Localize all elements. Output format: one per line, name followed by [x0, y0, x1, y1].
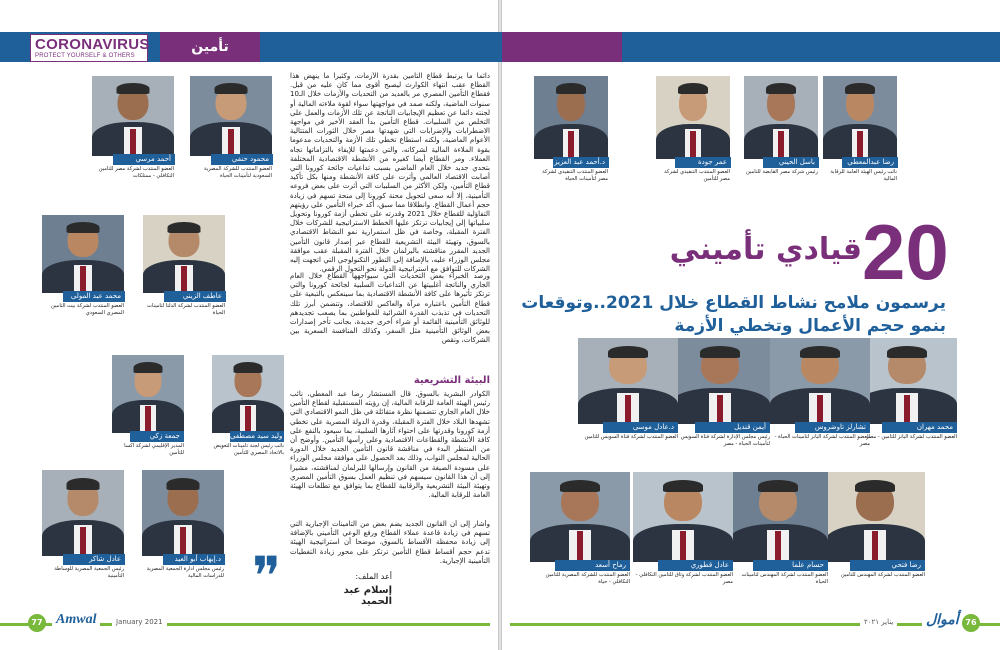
person-caption: رئيس مجلس الإدارة لشركة قناة السويس لتأمينات الحياة - مصر: [680, 434, 770, 447]
article-column-1: دائما ما يرتبط قطاع التأمين بقدرة الأزمات، وكثيرا ما ينهض هذا القطاع عقب انتهاء الكوارث ليصبح أقوى مما كان عليه من قبل. فقطاع التأمين المصري مر بالعديد من التحديات والأزمات خلال الـ10 سنوات الماضية، ولكنه صمد في مواجهتها سواء لقوة ملاءته المالية أو لجنته دائما عن تعظيم الإيجابيات الناتجة عن تلك الأزمات والعمل على التخلص من السلبيات. قطاع التأمين بدأ العقد الأخير في مواجهة الاضطرابات والإضرابات التي شهدتها مصر خلال الثورات المتتالية الأعوام الماضية، ولكنه استطاع تخطي تلك الأزمة والتحديات مدعوما بقوة الملاءة المالية لشركاته، والتي دعمتها للإيفاء بالتزاماتها تجاه العملاء. ومر القطاع أيضا كغيره من الأنشطة الاقتصادية المختلفة بتحدي جديد خلال العام الماضي بسبب تداعيات جائحة كورونا التي أصابت الاقتصاد العالمي وأثرت على كافة الأنشطة ومنها بكل تأكيد قطاع التأمين، ولكن الأكثر من السلبيات التي أثرت على بعض فروعه التأمينية، إلا أنه سعى لتحويل محنة كورونا إلى منحة تسهم في زيادة حجم أعمال القطاع. وانطلاقا مما سبق، أكد خبراء التأمين على رؤيتهم التفاؤلية للقطاع خلال 2021 وقدرته على تخطي أزمة كورونا وتحويل سلبياتها إلى إيجابيات ترتكز عليها الخطط الاستراتيجية للشركات خلال الفترة المقبلة، وخاصة في ظل استمرارية نمو النشاط الاقتصادي بالسوق، وتهيئة البيئة التشريعية للقطاع عبر إصدار قانون التأمين الجديد المقرر مناقشته بالبرلمان خلال الفترة المقبلة عقب موافقة مجلس الوزراء عليه، بالإضافة إلى التطور التكنولوجي التي اتجهت إليه الشركات للتوافق مع استراتيجية الدولة نحو التحول الرقمي.: [290, 72, 490, 274]
person-name: محمد عبد المولى: [63, 291, 125, 302]
person-caption: العضو المنتدب للشركة المصرية للتأمين التكافلي - حياة: [545, 572, 630, 585]
article-column-2-continued: الكوادر البشرية بالسوق. قال المستشار رضا عبد المعطي، نائب رئيس الهيئة العامة للرقابة المالية، إن رؤيته المستقبلية لقطاع التأمين خلال العام الجاري تتضمنها نظرة متفائلة في ظل النمو الاقتصادي التي تشهدها البلاد خلال الفترة المقبلة، وقدرة الدولة المصرية على تخطي أزمة كورونا وقدرتها على احتواء آثارها السلبية، بما سيعود بالنفع على كافة الأنشطة والقطاعات الاقتصادية وعلى رأسها التأمين. وأوضح أن من المنتظر البدء في مناقشة قانون التأمين الجديد خلال الدورة الحالية لمجلس النواب، وذلك بعد الحصول على موافقة مجلس الوزراء على مسودة الصيغة من القانون وإرسالها للبرلمان لمناقشته، مشيرا إلى أن هذا القانون سيسهم في تنظيم العمل بسوق التأمين المصري وتهيئة البيئة التشريعية والرقابية للقطاع بما يتوافق مع تطلعات الهيئة العامة للرقابة المالية.: [290, 390, 490, 500]
person-caption: العضو المنتدب لشركة اليانز لتأمينات الحياة - مصر: [774, 434, 870, 447]
portrait-photo: [534, 76, 608, 159]
portrait-photo: [825, 472, 925, 562]
gutter: [498, 0, 502, 650]
footer-brand-left: Amwal: [52, 612, 100, 628]
portrait-photo: [857, 338, 957, 424]
portrait-photo: [142, 470, 224, 556]
person-name: رضا فتحي: [850, 560, 925, 571]
article-column-3: وأشار إلى أن القانون الجديد يضم بعض من التأمينات الإجبارية التي تسهم في زيادة قاعدة عملاء القطاع ورفع الوعي التأميني بالإضافة إلى زيادة محفظة الأقساط بالسوق، موضحا أن استراتيجية الهيئة تدعم حجم أقساط قطاع التأمين ترتكز على محور زيادة التغطيات التأمينية الإجبارية.: [290, 520, 490, 565]
author-label: أعد الملف:: [355, 572, 392, 581]
portrait-photo: [212, 355, 284, 433]
person-caption: العضو المنتدب لشركة المهندس لتأمينات الحياة: [741, 572, 828, 585]
portrait-photo: [42, 215, 124, 293]
article-column-2: ورصد الخبراء بعض التحديات التي سيواجهها القطاع خلال العام الجاري والناتجة أغلبيتها عن التداعيات السلبية لجائحة كورونا والتي ترتكز تأثيرها على كافة الأنشطة الاقتصادية بما سينعكس بالتبعية على قطاع التأمين باعتباره مرآة والعاكس للاقتصاد، وتتضمن أبرز تلك التحديات في تذبذب القدرة الشرائية للمواطنين بما يصعب تجديدهم للوثائق التأمينية القائمة أو شراء أخرى جديدة، بجانب تأخر إصدارات بعض الوثائق التأمينية مثل السفر، وكذلك المنافسة السعرية بين الشركات، ونقص: [290, 272, 490, 345]
person-caption: رئيس شركة مصر القابضة للتأمين: [745, 169, 818, 175]
footer-date-left: January 2021: [112, 618, 167, 626]
person-name: أيمن قنديل: [695, 422, 770, 433]
portrait-photo: [823, 76, 897, 159]
portrait-photo: [92, 76, 174, 156]
person-name: حسام علما: [753, 560, 828, 571]
person-name: محمود حنفي: [211, 154, 273, 165]
feature-title: قيادي تأميني: [669, 232, 862, 267]
person-caption: العضو المنتدب لشركة بيت التأمين المصري السعودي: [51, 303, 124, 316]
page-number-left: 77: [28, 614, 46, 632]
coronavirus-subtitle: PROTECT YOURSELF & OTHERS: [35, 53, 135, 59]
header-accent: [502, 32, 622, 62]
person-name: د.عادل موسى: [603, 422, 678, 433]
person-caption: العضو المنتدب لشركة الدلتا لتأمينات الحياة: [147, 303, 225, 316]
person-name: د.إيهاب أبو العيد: [163, 554, 225, 565]
person-name: عادل قطوري: [658, 560, 733, 571]
portrait-photo: [770, 338, 870, 424]
headline-line-1: يرسمون ملامح نشاط القطاع خلال 2021..وتوقعات: [521, 293, 946, 313]
portrait-photo: [578, 338, 678, 424]
person-caption: العضو المنتدب لشركة وثاق للتأمين التكافلي - مصر: [635, 572, 733, 585]
person-caption: نائب رئيس لجنة تأمينات التعويض بالاتحاد المصري للتأمين: [213, 443, 284, 456]
person-name: رماح أسعد: [555, 560, 630, 571]
quote-mark-icon: ❞: [252, 545, 282, 608]
feature-headline: [506, 292, 946, 338]
person-caption: المدير الإقليمي لشركة اكسا للتأمين: [124, 443, 184, 456]
portrait-photo: [530, 472, 630, 562]
person-caption: العضو المنتدب لشركة مصر للتأمين التكافلي - ممتلكات: [98, 166, 174, 179]
portrait-photo: [190, 76, 272, 156]
person-name: رضا عبدالمعطي: [842, 157, 898, 168]
person-name: د.أحمد عبد العزيز: [553, 157, 609, 168]
person-name: عاطف الزيني: [164, 291, 226, 302]
person-name: باسل الحيني: [763, 157, 819, 168]
coronavirus-badge: [30, 34, 148, 62]
portrait-photo: [143, 215, 225, 293]
feature-number: 20: [862, 208, 949, 296]
person-name: جمعة زكي: [130, 431, 184, 442]
headline-line-2: بنمو حجم الأعمال وتخطي الأزمة: [674, 316, 946, 336]
person-caption: العضو المنتدب لشركة اليانز للتأمين - مصر: [866, 434, 957, 440]
author-block: [312, 572, 392, 607]
portrait-photo: [633, 472, 733, 562]
person-name: وليد سيد مصطفى: [230, 432, 283, 440]
article-subhead: البيئة التشريعية: [413, 375, 490, 386]
person-name: عمر جودة: [675, 157, 731, 168]
person-name: تشارلز تاوضروس: [795, 422, 870, 433]
page-number-right: 76: [962, 614, 980, 632]
person-caption: نائب رئيس الهيئة العامة للرقابة المالية: [830, 169, 897, 182]
section-label: تأمين: [160, 32, 260, 62]
person-caption: العضو المنتدب التنفيذي لشركة مصر لتأمينات الحياة: [542, 169, 608, 182]
person-caption: العضو المنتدب التنفيذي لشركة مصر للتأمين: [664, 169, 730, 182]
coronavirus-title: CORONAVIRUS: [35, 36, 150, 53]
portrait-photo: [112, 355, 184, 433]
portrait-photo: [656, 76, 730, 159]
person-caption: العضو المنتدب للشركة المصرية السعودية لتأمينات الحياة: [203, 166, 272, 179]
person-caption: رئيس مجلس ادارة الجمعية المصرية للدراسات المالية: [146, 566, 224, 579]
person-caption: العضو المنتدب لشركة المهندس للتأمين: [840, 572, 925, 578]
portrait-photo: [670, 338, 770, 424]
portrait-photo: [728, 472, 828, 562]
portrait-photo: [42, 470, 124, 556]
person-caption: العضو المنتدب لشركة قناة السويس للتأمين: [584, 434, 678, 440]
header-bar: [0, 32, 1000, 62]
person-name: أحمد مرسي: [113, 154, 175, 165]
author-name: إسلام عبد الحميد: [343, 585, 392, 607]
person-caption: رئيس الجمعية المصرية للوساطة التأمينية: [54, 566, 124, 579]
person-name: عادل شاكر: [63, 554, 125, 565]
person-name: محمد مهران: [882, 422, 957, 433]
footer-brand-right: أموال: [922, 612, 963, 629]
portrait-photo: [744, 76, 818, 159]
footer-date-right: يناير ٢٠٢١: [860, 618, 897, 626]
